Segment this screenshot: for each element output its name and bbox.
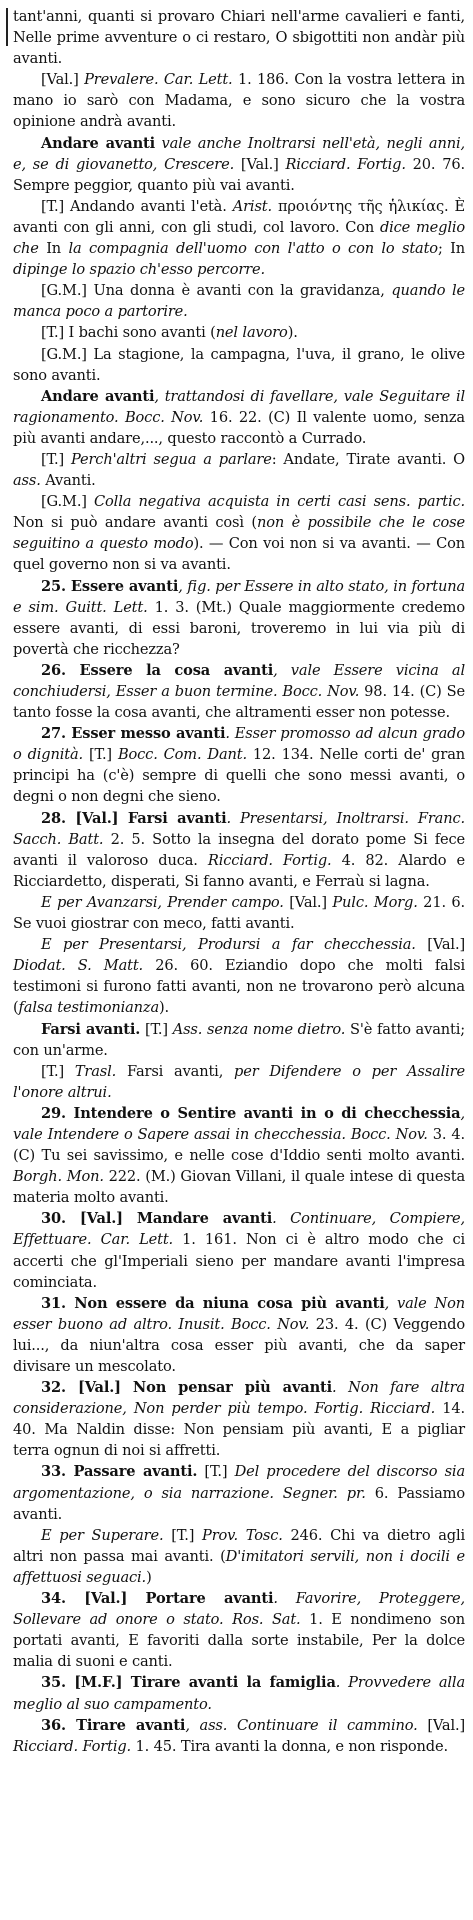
entry-farsi-avanti-ass: Farsi avanti. [T.] Ass. senza nome dietro. S'è fatto avanti; con un'arme. <box>13 1020 466 1059</box>
entry-andare-avanti-eta: Andare avanti vale anche Inoltrarsi nell'età, negli anni, e, se di giovanetto, Crescere. [Val.] Ricciard. Fortig. 20. 76. Sempre peggior, quanto più vai avanti. <box>13 134 466 194</box>
margin-rule <box>6 8 8 46</box>
verse-continuation: tant'anni, quanti si provaro Chiari nell'arme cavalieri e fanti, Nelle prime avventure o ci restaro, O sbigottiti non andàr più avanti. <box>13 8 465 68</box>
entry-35-tirare-famiglia: 35. [M.F.] Tirare avanti la famiglia. Provvedere alla meglio al suo campamento. <box>13 1674 465 1713</box>
entry-26-cosa-avanti: 26. Essere la cosa avanti, vale Essere vicina al conchiudersi, Esser a buon termine. Bocc. Nov. 98. 14. (C) Se tanto fosse la cosa avanti, che altramenti esser non potesse. <box>13 661 465 722</box>
entry-31-non-essere: 31. Non essere da niuna cosa più avanti, vale Non esser buono ad altro. Inusit. Bocc. Nov. 23. 4. (C) Veggendo lui..., da niun'altra cosa esser più avanti, che da saper divisare un mescolato. <box>13 1294 465 1375</box>
entry-36-tirare-avanti: 36. Tirare avanti, ass. Continuare il cammino. [Val.] Ricciard. Fortig. 1. 45. Tira avanti la donna, e non risponde. <box>13 1716 466 1755</box>
entry-bachi: [T.] I bachi sono avanti (nel lavoro). <box>41 324 298 342</box>
entry-prevalere: [Val.] Prevalere. Car. Lett. 1. 186. Con la vostra lettera in mano io sarò con Madama, e sono sicuro che la vostra opinione andrà avanti. <box>13 71 466 131</box>
entry-30-mandare-avanti: 30. [Val.] Mandare avanti. Continuare, Compiere, Effettuare. Car. Lett. 1. 161. Non ci è altro modo che ci accerti che gl'Imperiali sieno per mandare avanti l'impresa cominciata. <box>13 1210 466 1291</box>
entry-25-essere-avanti: 25. Essere avanti, fig. per Essere in alto stato, in fortuna e sim. Guitt. Lett. 1. 3. (Mt.) Quale maggiormente credemo essere avanti, di essi baroni, troveremo in lui via più di povertà che ricchezza? <box>13 577 465 658</box>
entry-stagione: [G.M.] La stagione, la campagna, l'uva, il grano, le olive sono avanti. <box>13 345 465 384</box>
entry-andando-avanti: [T.] Andando avanti l'età. Arist. προιόντης τῆς ἡλικίας. È avanti con gli anni, con gli studi, col lavoro. Con dice meglio che In la compagnia dell'uomo con l'atto o con lo stato; In dipinge lo spazio ch'esso percorre. <box>13 197 465 279</box>
entry-33-passare-avanti: 33. Passare avanti. [T.] Del procedere del discorso sia argomentazione, o sia narrazione. Segner. pr. 6. Passiamo avanti. <box>13 1463 465 1523</box>
entry-27-messo-avanti: 27. Esser messo avanti. Esser promosso ad alcun grado o dignità. [T.] Bocc. Com. Dant. 12. 134. Nelle corti de' gran principi ha (c'è) sempre di quelli che sono messi avanti, o degni o non degni che sieno. <box>13 725 466 806</box>
entry-trasl: [T.] Trasl. Farsi avanti, per Difendere o per Assalire l'onore altrui. <box>13 1062 465 1101</box>
entry-andare-avanti-favellare: Andare avanti, trattandosi di favellare, vale Seguitare il ragionamento. Bocc. Nov. 16. 22. (C) Il valente uomo, senza più avanti andare,..., questo raccontò a Currado. <box>13 387 465 447</box>
entry-tirate-avanti: [T.] Perch'altri segua a parlare: Andate, Tirate avanti. O ass. Avanti. <box>13 450 465 490</box>
entry-gravidanza: [G.M.] Una donna è avanti con la gravidanza, quando le manca poco a partorire. <box>13 282 465 321</box>
entry-presentarsi: E per Presentarsi, Prodursi a far checchessia. [Val.] Diodat. S. Matt. 26. 60. Eziandio dopo che molti falsi testimoni si furono fatti avanti, non ne trovarono però alcuna (falsa testimonianza). <box>13 936 465 1017</box>
entry-34-portare-avanti: 34. [Val.] Portare avanti. Favorire, Proteggere, Sollevare ad onore o stato. Ros. Sat. 1. E nondimeno son portati avanti, E favoriti dalla sorte instabile, Per la dolce malia di suoni e canti. <box>13 1590 466 1671</box>
entry-28-farsi-avanti: 28. [Val.] Farsi avanti. Presentarsi, Inoltrarsi. Franc. Sacch. Batt. 2. 5. Sotto la insegna del dorato pome Si fece avanti il valoroso duca. Ricciard. Fortig. 4. 82. Alardo e Ricciardetto, disperati, Si fanno avanti, e Ferraù si lagna. <box>13 809 465 890</box>
entry-avanzarsi: E per Avanzarsi, Prender campo. [Val.] Pulc. Morg. 21. 6. Se vuoi giostrar con meco, fatti avanti. <box>13 893 466 933</box>
entry-32-non-pensar: 32. [Val.] Non pensar più avanti. Non fare altra considerazione, Non perder più tempo. Fortig. Ricciard. 14. 40. Ma Naldin disse: Non pensiam più avanti, E a pigliar terra ognun di noi si affretti. <box>13 1379 466 1460</box>
entry-superare: E per Superare. [T.] Prov. Tosc. 246. Chi va dietro agli altri non passa mai avanti. (D'imitatori servili, non i docili e affettuosi seguaci.) <box>13 1526 465 1586</box>
entry-29-intendere-avanti: 29. Intendere o Sentire avanti in o di checchessia, vale Intendere o Sapere assai in checchessia. Bocc. Nov. 3. 4. (C) Tu sei savissimo, e nelle cose d'Iddio senti molto avanti. Borgh. Mon. 222. (M.) Giovan Villani, il quale intese di questa materia molto avanti. <box>13 1104 466 1207</box>
entry-negativa: [G.M.] Colla negativa acquista in certi casi sens. partic. Non si può andare avanti così (non è possibile che le cose seguitino a questo modo). — Con voi non si va avanti. — Con quel governo non si va avanti. <box>13 493 465 574</box>
